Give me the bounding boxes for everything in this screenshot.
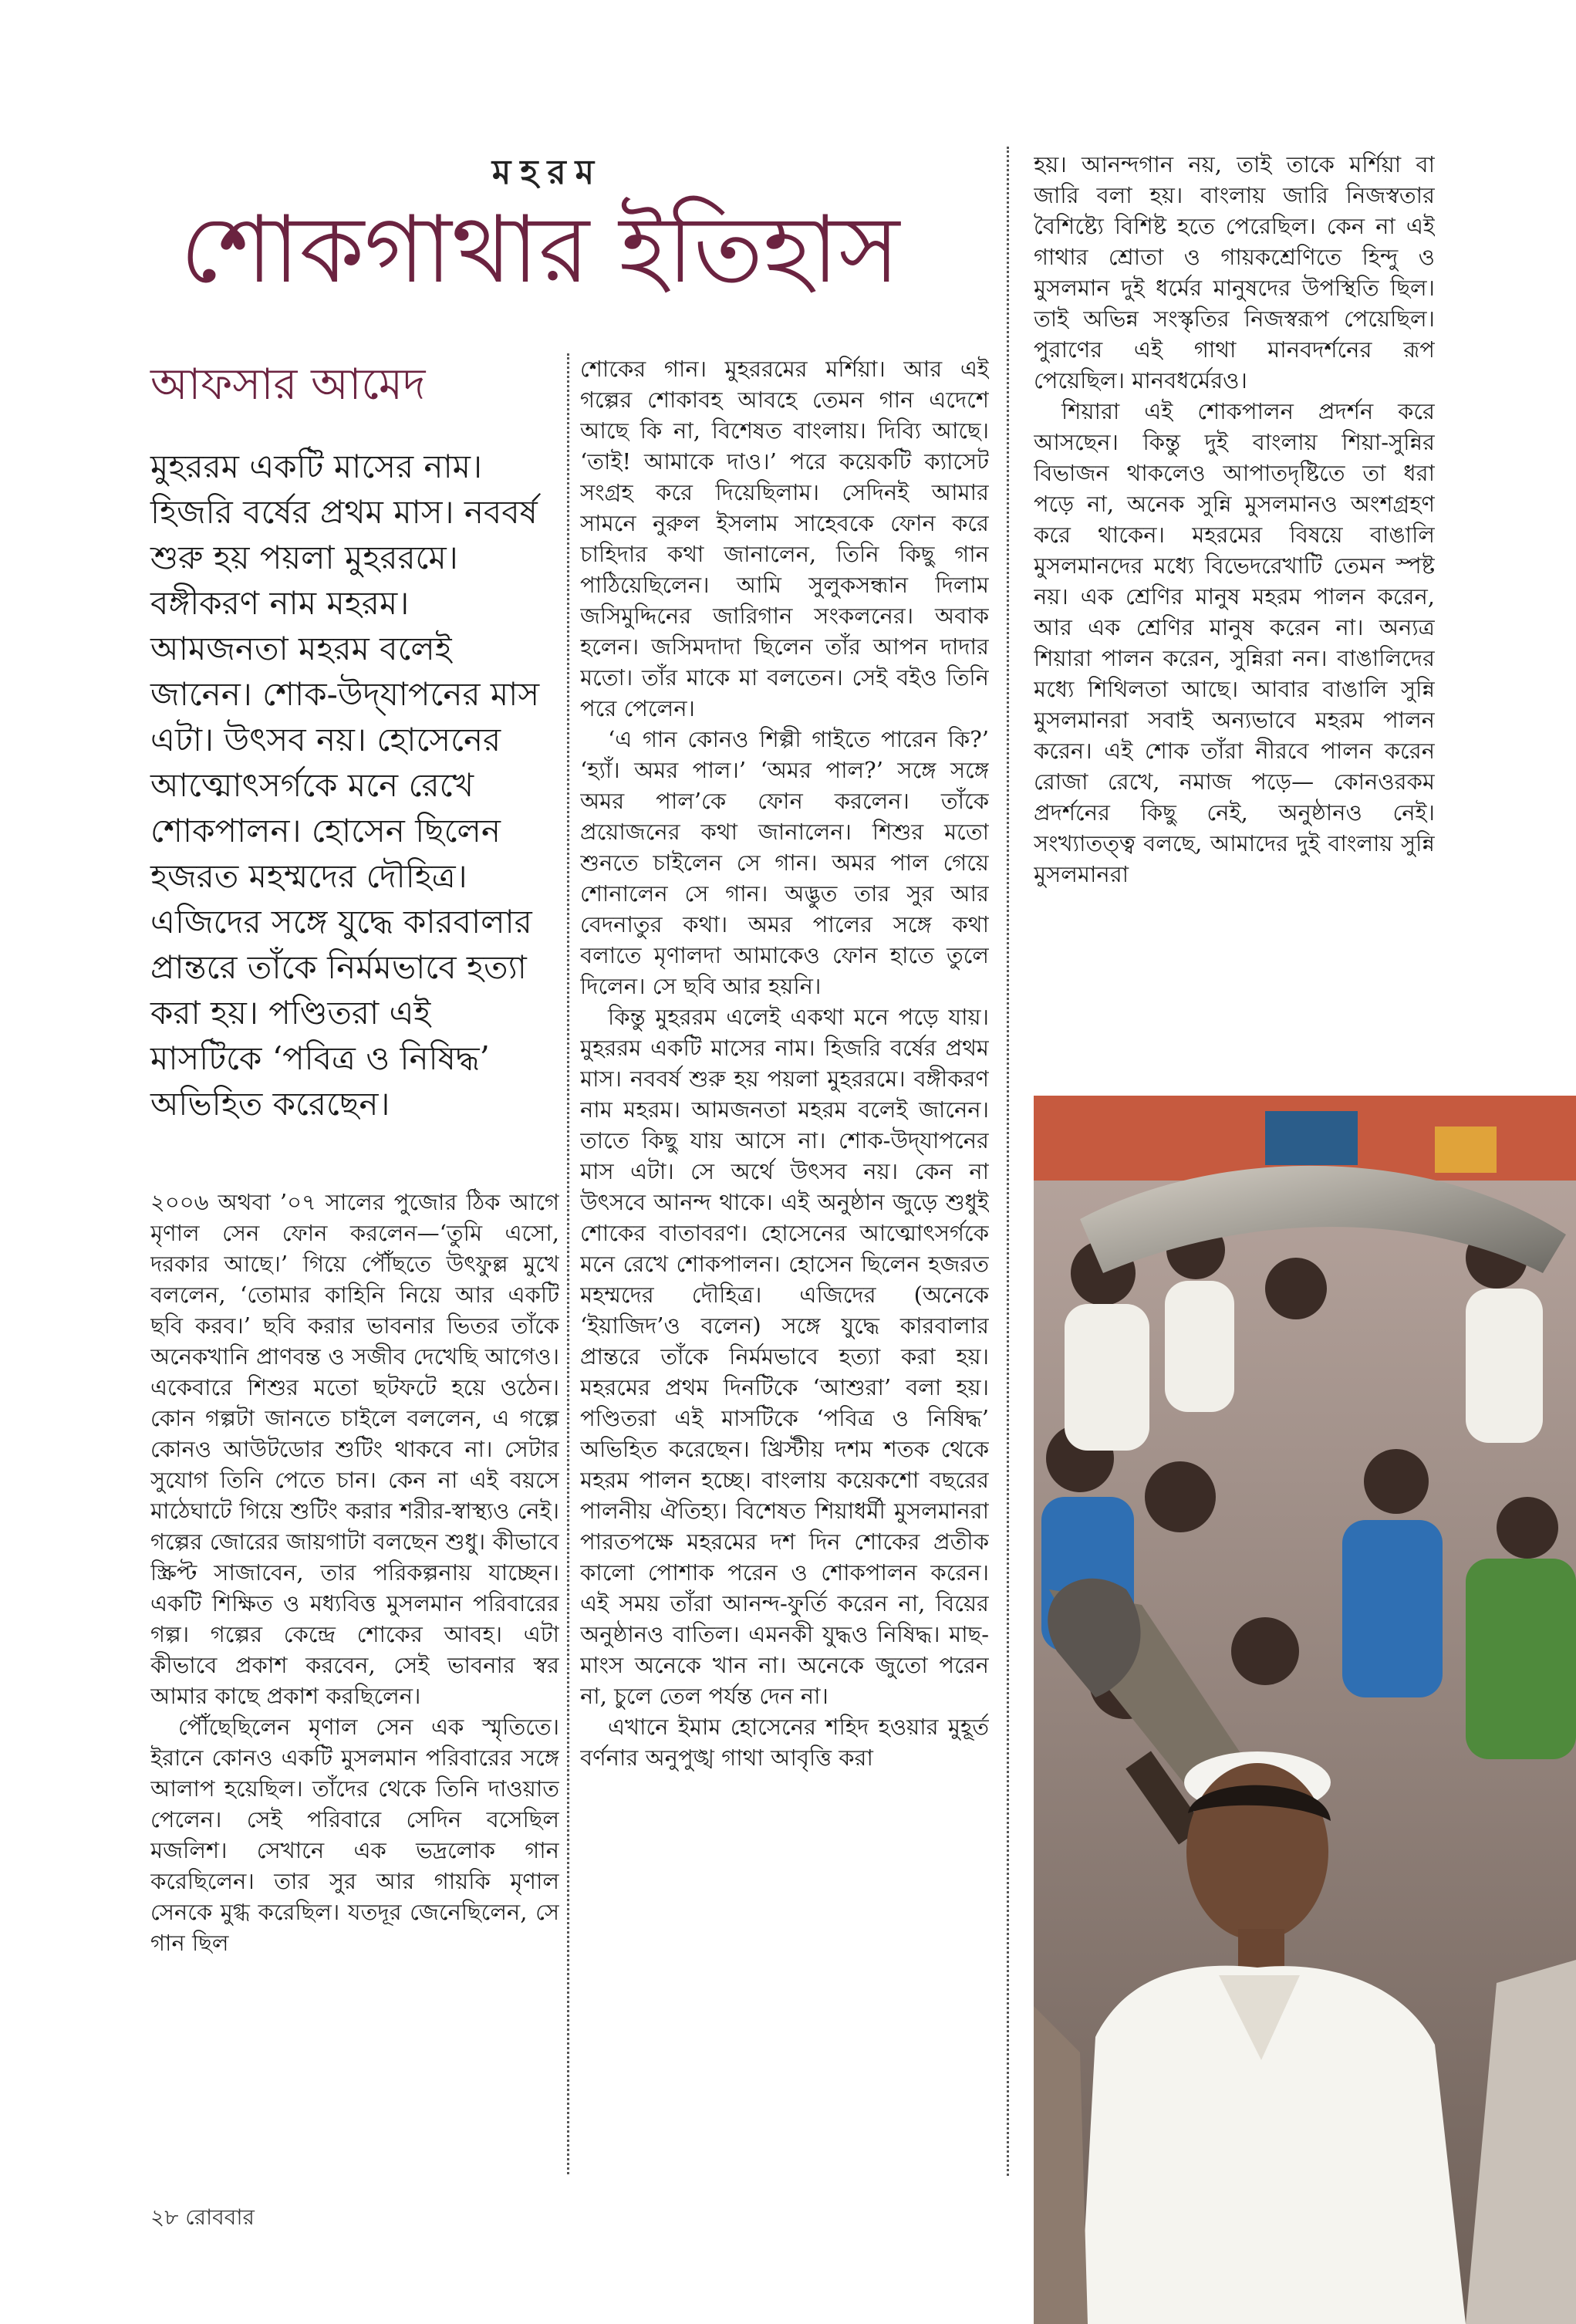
paragraph: ২০০৬ অথবা ’০৭ সালের পুজোর ঠিক আগে মৃণাল সেন ফোন করলেন—‘তুমি এসো, দরকার আছে।’ গিয়ে পৌঁছতে উৎফুল্ল মুখে বললেন, ‘তোমার কাহিনি নিয়ে আর একটি ছবি করব।’ ছবি করার ভাবনার ভিতর তাঁকে অনেকখানি প্রাণবন্ত ও সজীব দেখেছি আগেও। একেবারে শিশুর মতো ছটফটে হয়ে ওঠেন। কোন গল্পটা জানতে চাইলে বললেন, এ গল্পে কোনও আউটডোর শুটিং থাকবে না। সেটার সুযোগ তিনি পেতে চান। কেন না এই বয়সে মাঠেঘাটে গিয়ে শুটিং করার শরীর-স্বাস্থ্যও নেই। গল্পের জোরের জায়গাটা বলছেন শুধু। কীভাবে স্ক্রিপ্ট সাজাবেন, তার পরিকল্পনায় যাচ্ছেন। একটি শিক্ষিত ও মধ্যবিত্ত মুসলমান পরিবারের গল্প। গল্পের কেন্দ্রে শোকের আবহ। এটা কীভাবে প্রকাশ করবেন, সেই ভাবনার স্বর আমার কাছে প্রকাশ করছিলেন। — [150, 1189, 559, 1709]
paragraph: ‘এ গান কোনও শিল্পী গাইতে পারেন কি?’ ‘হ্যাঁ। অমর পাল।’ ‘অমর পাল?’ সঙ্গে সঙ্গে অমর পাল’কে ফোন করলেন। তাঁকে প্রয়োজনের কথা জানালেন। শিশুর মতো শুনতে চাইলেন সে গান। অমর পাল গেয়ে শোনালেন সে গান। অদ্ভুত তার সুর আর বেদনাতুর কথা। অমর পালের সঙ্গে কথা বলাতে মৃণালদা আমাকেও ফোন হাতে তুলে দিলেন। সে ছবি আর হয়নি। — [580, 726, 989, 999]
paragraph: হয়। আনন্দগান নয়, তাই তাকে মর্শিয়া বা জারি বলা হয়। বাংলায় জারি নিজস্বতার বৈশিষ্ট্যে বিশিষ্ট হতে পেরেছিল। কেন না এই গাথার শ্রোতা ও গায়কশ্রেণিতে হিন্দু ও মুসলমান দুই ধর্মের মানুষদের উপস্থিতি ছিল। তাই অভিন্ন সংস্কৃতির নিজস্বরূপ পেয়েছিল। পুরাণের এই গাথা মানবদর্শনের রূপ পেয়েছিল। মানবধর্মেরও। — [1034, 151, 1435, 394]
column-1 — [150, 1187, 559, 2174]
lede-paragraph — [150, 444, 552, 1127]
headline: শোকগাথার ইতিহাস — [180, 197, 900, 304]
paragraph: পৌঁছেছিলেন মৃণাল সেন এক স্মৃতিতে। ইরানে কোনও একটি মুসলমান পরিবারের সঙ্গে আলাপ হয়েছিল। তাঁদের থেকে তিনি দাওয়াত পেলেন। সেই পরিবারে সেদিন বসেছিল মজলিশ। সেখানে এক ভদ্রলোক গান করেছিলেন। তার সুর আর গায়কি মৃণাল সেনকে মুগ্ধ করেছিল। যতদূর জেনেছিলেন, সে গান ছিল — [150, 1714, 559, 1956]
paragraph: শোকের গান। মুহররমের মর্শিয়া। আর এই গল্পের শোকাবহ আবহে তেমন গান এদেশে আছে কি না, বিশেষত বাংলায়। দিব্যি আছে। ‘তাই! আমাকে দাও।’ পরে কয়েকটি ক্যাসেট সংগ্রহ করে দিয়েছিলাম। সেদিনই আমার সামনে নুরুল ইসলাম সাহেবকে ফোন করে চাহিদার কথা জানালেন, তিনি কিছু গান পাঠিয়েছিলেন। আমি সুলুকসন্ধান দিলাম জসিমুদ্দিনের জারিগান সংকলনের। অবাক হলেন। জসিমদাদা ছিলেন তাঁর আপন দাদার মতো। তাঁর মাকে মা বলতেন। সেই বইও তিনি পরে পেলেন। — [580, 356, 989, 721]
page-footer — [150, 2201, 255, 2237]
column-2 — [580, 353, 989, 2174]
byline: আফসার আমেদ — [150, 360, 426, 410]
paragraph: এখানে ইমাম হোসেনের শহিদ হওয়ার মুহূর্ত বর্ণনার অনুপুঙ্খ গাথা আবৃত্তি করা — [580, 1714, 989, 1771]
muharram-procession-photo — [1034, 1096, 1576, 2324]
column-divider — [1007, 147, 1009, 2176]
column-3 — [1034, 149, 1435, 1067]
lede-text: মুহররম একটি মাসের নাম। হিজরি বর্ষের প্রথম মাস। নববর্ষ শুরু হয় পয়লা মুহররমে। বঙ্গীকরণ নাম মহরম। আমজনতা মহরম বলেই জানেন। শোক-উদ্‌যাপনের মাস এটা। উৎসব নয়। হোসেনের আত্মোৎসর্গকে মনে রেখে শোকপালন। হোসেন ছিলেন হজরত মহম্মদের দৌহিত্র। এজিদের সঙ্গে যুদ্ধে কারবালার প্রান্তরে তাঁকে নির্মমভাবে হত্যা করা হয়। পণ্ডিতরা এই মাসটিকে ‘পবিত্র ও নিষিদ্ধ’ অভিহিত করেছেন। — [150, 448, 540, 1123]
column-divider — [567, 353, 569, 2174]
section-kicker: মহরম — [491, 153, 604, 192]
page-number: ২৮ — [150, 2204, 179, 2230]
paragraph: শিয়ারা এই শোকপালন প্রদর্শন করে আসছেন। কিন্তু দুই বাংলায় শিয়া-সুন্নির বিভাজন থাকলেও আপাতদৃষ্টিতে তা ধরা পড়ে না, অনেক সুন্নি মুসলমানও অংশগ্রহণ করে থাকেন। মহরমের বিষয়ে বাঙালি মুসলমানদের মধ্যে বিভেদরেখাটি তেমন স্পষ্ট নয়। এক শ্রেণির মানুষ মহরম পালন করেন, আর এক শ্রেণির মানুষ করেন না। অন্যত্র শিয়ারা পালন করেন, সুন্নিরা নন। বাঙালিদের মধ্যে শিথিলতা আছে। আবার বাঙালি সুন্নি মুসলমানরা সবাই অন্যভাবে মহরম পালন করেন। এই শোক তাঁরা নীরবে পালন করেন রোজা রেখে, নমাজ পড়ে— কোনওরকম প্রদর্শনের কিছু নেই, অনুষ্ঠানও নেই। সংখ্যাতত্ত্ব বলছে, আমাদের দুই বাংলায় সুন্নি মুসলমানরা — [1034, 398, 1435, 887]
publication-name: রোববার — [185, 2204, 255, 2230]
paragraph: কিন্তু মুহররম এলেই একথা মনে পড়ে যায়। মুহররম একটি মাসের নাম। হিজরি বর্ষের প্রথম মাস। নববর্ষ শুরু হয় পয়লা মুহররমে। বঙ্গীকরণ নাম মহরম। আমজনতা মহরম বলেই জানেন। তাতে কিছু যায় আসে না। শোক-উদ্‌যাপনের মাস এটা। সে অর্থে উৎসব নয়। কেন না উৎসবে আনন্দ থাকে। এই অনুষ্ঠান জুড়ে শুধুই শোকের বাতাবরণ। হোসেনের আত্মোৎসর্গকে মনে রেখে শোকপালন। হোসেন ছিলেন হজরত মহম্মদের দৌহিত্র। এজিদের (অনেকে ‘ইয়াজিদ’ও বলেন) সঙ্গে যুদ্ধে কারবালার প্রান্তরে তাঁকে নির্মমভাবে হত্যা করা হয়। মহরমের প্রথম দিনটিকে ‘আশুরা’ বলা হয়। পণ্ডিতরা এই মাসটিকে ‘পবিত্র ও নিষিদ্ধ’ অভিহিত করেছেন। খ্রিস্টীয় দশম শতক থেকে মহরম পালন হচ্ছে। বাংলায় কয়েকশো বছরের পালনীয় ঐতিহ্য। বিশেষত শিয়াধর্মী মুসলমানরা পারতপক্ষে মহরমের দশ দিন শোকের প্রতীক কালো পোশাক পরেন ও শোকপালন করেন। এই সময় তাঁরা আনন্দ-ফুর্তি করেন না, বিয়ের অনুষ্ঠানও বাতিল। এমনকী যুদ্ধও নিষিদ্ধ। মাছ-মাংস অনেকে খান না। অনেকে জুতো পরেন না, চুলে তেল পর্যন্ত দেন না। — [580, 1004, 989, 1709]
